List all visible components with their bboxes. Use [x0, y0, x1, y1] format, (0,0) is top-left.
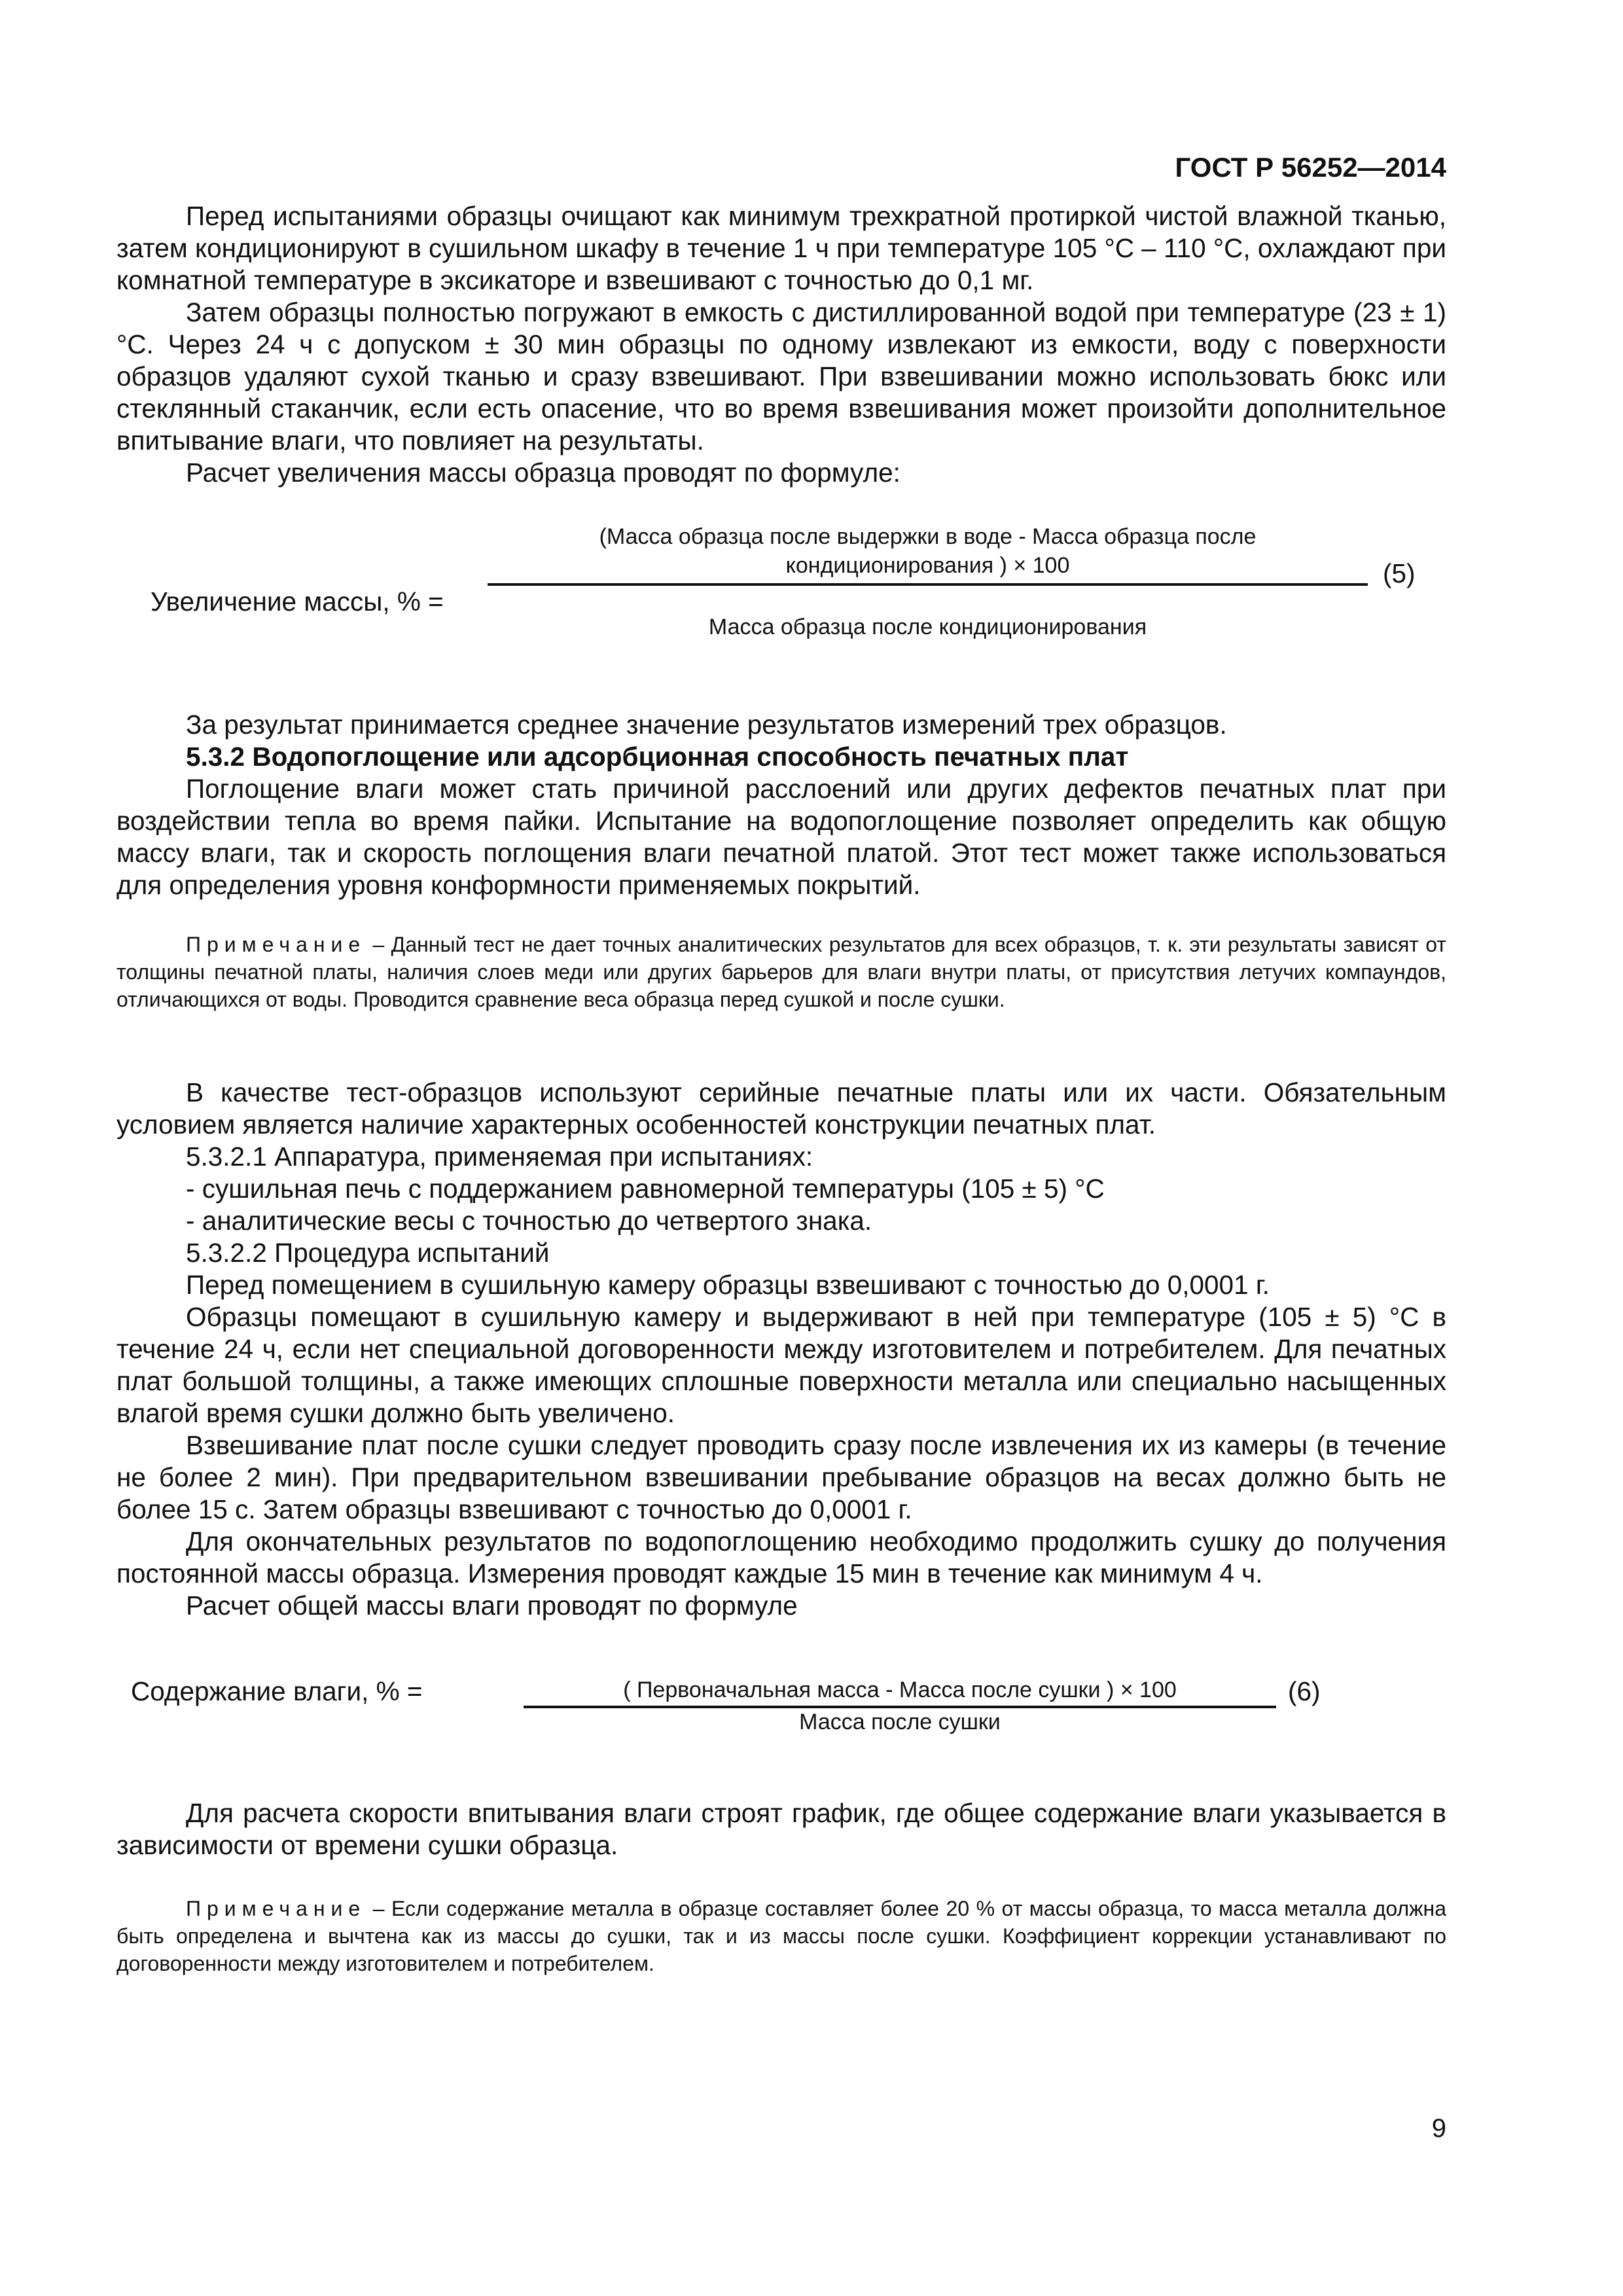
- formula-5-fraction-line: [488, 583, 1368, 586]
- intro-paragraphs: [116, 200, 1446, 489]
- paragraph: В качестве тест-образцов используют серийные печатные платы или их части. Обязательным условием является наличие характерных особенностей конструкции печатных плат.: [116, 1077, 1446, 1139]
- paragraph: Расчет общей массы влаги проводят по формуле: [186, 1590, 798, 1621]
- paragraph: Перед помещением в сушильную камеру образцы взвешивают с точностью до 0,0001 г.: [186, 1270, 1270, 1300]
- rate-paragraph: [116, 1797, 1446, 1861]
- subsection-heading: 5.3.2.2 Процедура испытаний: [186, 1238, 550, 1268]
- note-1: [116, 931, 1446, 1013]
- formula-5-denominator: Масса образца после кондиционирования: [708, 615, 1147, 639]
- section-5-3-2-procedure: [116, 1077, 1446, 1622]
- note-text: – Если содержание металла в образце составляет более 20 % от массы образца, то масса металла должна быть определена и вычтена как из массы до сушки, так и из массы после сушки. Коэффициент коррекции устанавливают по договоренности между изготовителем и потребителем.: [116, 1897, 1446, 1975]
- paragraph: Затем образцы полностью погружают в емкость с дистиллированной водой при температуре (23 ± 1) °С. Через 24 ч с допуском ± 30 мин образцы по одному извлекают из емкости, воду с поверхности образцов удаляют сухой тканью и сразу взвешивают. При взвешивании можно использовать бюкс или стеклянный стаканчик, если есть опасение, что во время взвешивания может произойти дополнительное впитывание влаги, что повлияет на результаты.: [116, 297, 1446, 456]
- note-text: – Данный тест не дает точных аналитических результатов для всех образцов, т. к. эти результаты зависят от толщины печатной платы, наличия слоев меди или других барьеров для влаги внутри платы, от присутствия летучих компаундов, отличающихся от воды. Проводится сравнение веса образца перед сушкой и после сушки.: [116, 933, 1446, 1011]
- paragraph: Взвешивание плат после сушки следует проводить сразу после извлечения их из камеры (в течение не более 2 мин). При предварительном взвешивании пребывание образцов на весах должно быть не более 15 с. Затем образцы взвешивают с точностью до 0,0001 г.: [116, 1430, 1446, 1524]
- standard-code-header: ГОСТ Р 56252—2014: [1175, 152, 1446, 183]
- paragraph: За результат принимается среднее значение результатов измерений трех образцов.: [186, 709, 1227, 740]
- paragraph: Расчет увеличения массы образца проводят по формуле:: [186, 457, 901, 488]
- formula-5-numerator-line1: (Масса образца после выдержки в воде - Масса образца после: [599, 524, 1257, 549]
- note-label: Примечание: [186, 933, 366, 956]
- paragraph: Образцы помещают в сушильную камеру и выдерживают в ней при температуре (105 ± 5) °С в течение 24 ч, если нет специальной договоренности между изготовителем и потребителем. Для печатных плат большой толщины, а также имеющих сплошные поверхности металла или специально насыщенных влагой время сушки должно быть увеличено.: [116, 1302, 1446, 1428]
- paragraph: Перед испытаниями образцы очищают как минимум трехкратной протиркой чистой влажной тканью, затем кондиционируют в сушильном шкафу в течение 1 ч при температуре 105 °С – 110 °С, охлаждают при комнатной температуре в эксикаторе и взвешивают с точностью до 0,1 мг.: [116, 201, 1446, 295]
- page-number: 9: [1431, 2114, 1446, 2143]
- formula-6-denominator: Масса после сушки: [799, 1710, 1001, 1734]
- formula-6-numerator: ( Первоначальная масса - Масса после сушки ) × 100: [623, 1677, 1177, 1702]
- formula-6-number: (6): [1288, 1676, 1321, 1706]
- formula-5-numerator-line2: кондиционирования ) × 100: [785, 553, 1070, 578]
- paragraph: Для окончательных результатов по водопоглощению необходимо продолжить сушку до получения постоянной массы образца. Измерения проводят каждые 15 мин в течение как минимум 4 ч.: [116, 1526, 1446, 1588]
- list-item: - сушильная печь с поддержанием равномерной температуры (105 ± 5) °С: [186, 1174, 1105, 1204]
- paragraph: Для расчета скорости впитывания влаги строят график, где общее содержание влаги указывается в зависимости от времени сушки образца.: [116, 1798, 1446, 1860]
- section-5-3-2: [116, 709, 1446, 901]
- section-heading: 5.3.2 Водопоглощение или адсорбционная способность печатных плат: [186, 742, 1129, 772]
- formula-6-label: Содержание влаги, % =: [131, 1676, 423, 1706]
- note-2: [116, 1895, 1446, 1977]
- list-item: - аналитические весы с точностью до четвертого знака.: [186, 1206, 872, 1236]
- formula-5-number: (5): [1383, 558, 1416, 588]
- note-label: Примечание: [186, 1897, 366, 1920]
- paragraph: Поглощение влаги может стать причиной расслоений или других дефектов печатных плат при воздействии тепла во время пайки. Испытание на водопоглощение позволяет определить как общую массу влаги, так и скорость поглощения влаги печатной платой. Этот тест может также использоваться для определения уровня конформности применяемых покрытий.: [116, 774, 1446, 900]
- subsection-heading: 5.3.2.1 Аппаратура, применяемая при испытаниях:: [186, 1141, 813, 1172]
- formula-5-label: Увеличение массы, % =: [151, 586, 444, 617]
